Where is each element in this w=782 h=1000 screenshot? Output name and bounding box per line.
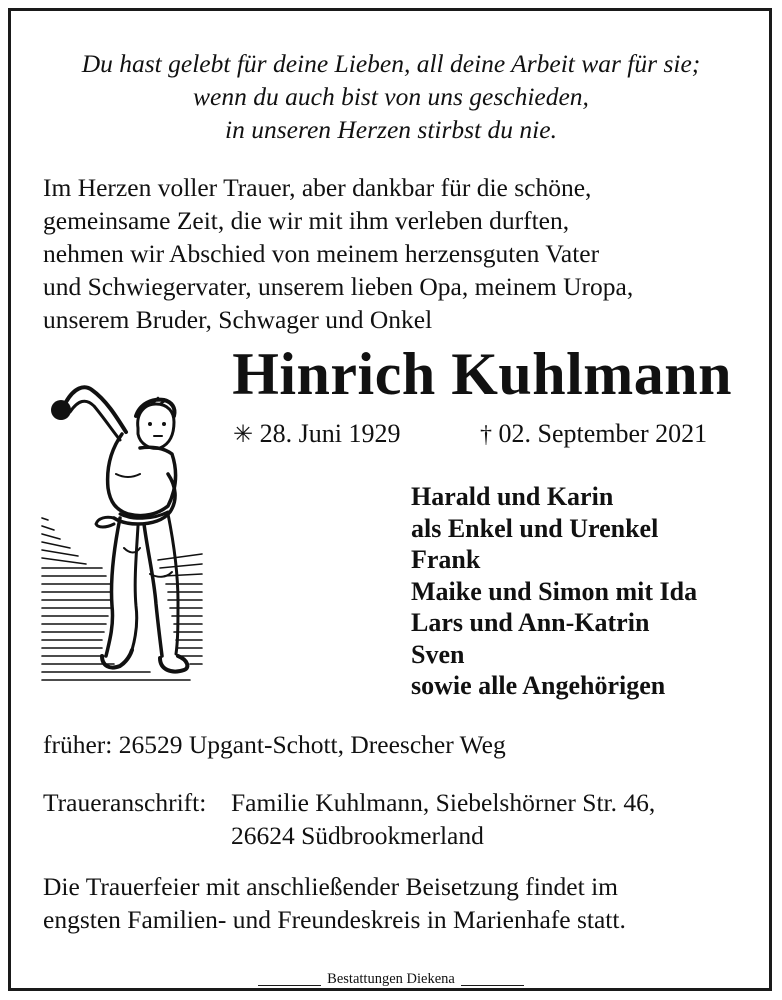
- intro-line: unserem Bruder, Schwager und Onkel: [43, 305, 433, 334]
- intro-line: Im Herzen voller Trauer, aber dankbar für die schöne,: [43, 173, 592, 202]
- mourner-line: Harald und Karin: [411, 482, 614, 511]
- birth-date-group: [233, 417, 480, 452]
- mourners-list: [411, 481, 697, 702]
- poem: [0, 47, 782, 146]
- mourning-address-label: Traueranschrift:: [43, 788, 207, 817]
- birth-star-icon: ✳: [233, 422, 254, 448]
- ceremony-line: engsten Familien- und Freundeskreis in Marienhafe statt.: [43, 905, 626, 934]
- poem-line: Du hast gelebt für deine Lieben, all deine Arbeit war für sie;: [81, 49, 701, 78]
- birth-date: 28. Juni 1929: [259, 419, 401, 448]
- mourning-address: [43, 786, 655, 852]
- intro-line: und Schwiegervater, unserem lieben Opa, meinem Uropa,: [43, 272, 634, 301]
- intro-line: gemeinsame Zeit, die wir mit ihm verleben durften,: [43, 206, 570, 235]
- intro-text: [43, 171, 633, 336]
- mourner-line: Sven: [411, 639, 465, 669]
- ceremony-text: [43, 870, 626, 936]
- death-date: 02. September 2021: [498, 419, 708, 448]
- death-date-group: [480, 417, 707, 452]
- undertaker-name: Bestattungen Diekena: [321, 971, 461, 987]
- mourner-line: Frank: [411, 545, 481, 574]
- intro-line: nehmen wir Abschied von meinem herzensguten Vater: [43, 239, 600, 268]
- mourner-line: Maike und Simon mit Ida: [411, 576, 698, 606]
- mourning-address-line1: Familie Kuhlmann, Siebelshörner Str. 46,: [231, 788, 656, 817]
- bowler-figure-icon: [40, 378, 205, 690]
- poem-line: wenn du auch bist von uns geschieden,: [193, 82, 589, 111]
- life-dates: [233, 417, 707, 452]
- death-cross-icon: †: [480, 422, 492, 448]
- mourner-line: sowie alle Angehörigen: [411, 671, 666, 700]
- deceased-name: Hinrich Kuhlmann: [232, 341, 732, 407]
- ceremony-line: Die Trauerfeier mit anschließender Beisetzung findet im: [43, 872, 618, 901]
- mourning-address-line2: 26624 Südbrookmerland: [231, 821, 484, 850]
- mourner-line: Lars und Ann-Katrin: [411, 608, 650, 637]
- mourner-line: als Enkel und Urenkel: [411, 513, 659, 543]
- former-address: früher: 26529 Upgant-Schott, Dreescher Weg: [43, 730, 506, 759]
- footer: [0, 971, 782, 987]
- poem-line: in unseren Herzen stirbst du nie.: [225, 115, 557, 144]
